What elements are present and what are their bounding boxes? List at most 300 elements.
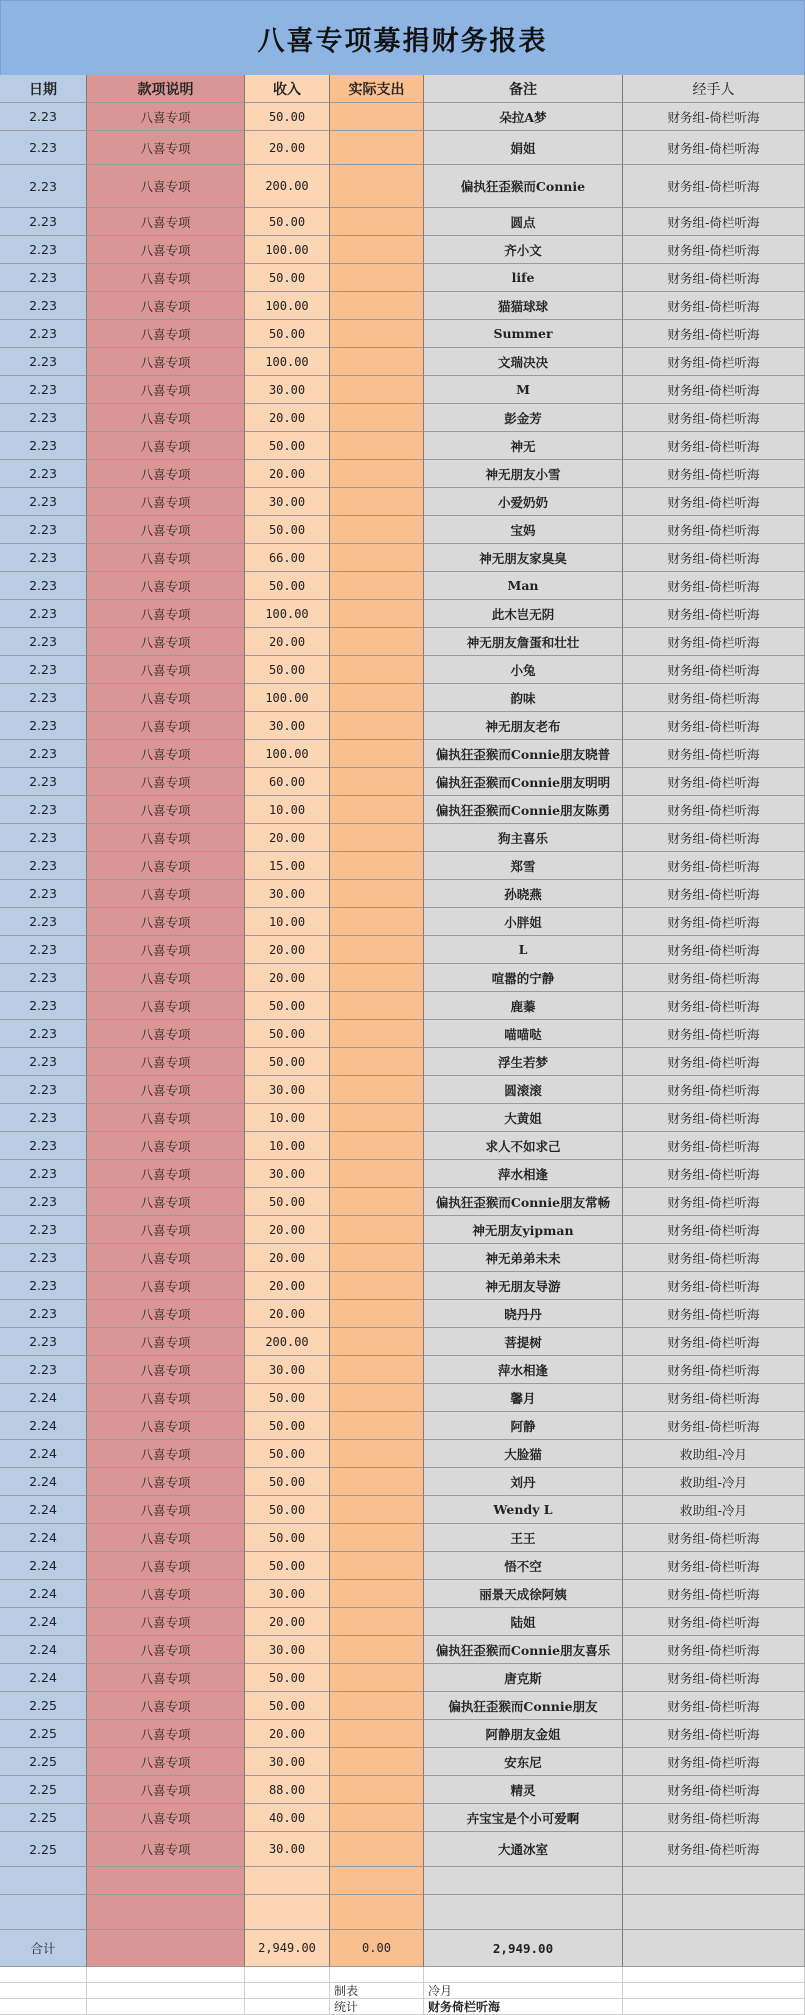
cell-description[interactable]: 八喜专项 [87, 1048, 245, 1076]
cell-description[interactable]: 八喜专项 [87, 264, 245, 292]
cell-remark[interactable]: 神无朋友小雪 [424, 460, 623, 488]
cell-handler[interactable]: 财务组-倚栏听海 [623, 964, 805, 992]
cell-remark[interactable]: M [424, 376, 623, 404]
cell-date[interactable]: 2.23 [0, 936, 87, 964]
cell-income[interactable]: 50.00 [245, 1048, 330, 1076]
cell-remark[interactable]: 彭金芳 [424, 404, 623, 432]
cell-expense[interactable] [330, 488, 424, 516]
cell-handler[interactable]: 财务组-倚栏听海 [623, 1104, 805, 1132]
cell-remark[interactable]: 卉宝宝是个小可爱啊 [424, 1804, 623, 1832]
cell-income[interactable]: 50.00 [245, 516, 330, 544]
cell-date[interactable]: 2.23 [0, 824, 87, 852]
footer-cell[interactable] [623, 1983, 805, 1999]
totals-income[interactable]: 2,949.00 [245, 1930, 330, 1967]
cell-date[interactable]: 2.23 [0, 712, 87, 740]
cell-date[interactable]: 2.23 [0, 1020, 87, 1048]
cell-handler[interactable]: 财务组-倚栏听海 [623, 103, 805, 131]
cell-income[interactable]: 30.00 [245, 1636, 330, 1664]
cell-remark[interactable]: life [424, 264, 623, 292]
cell-date[interactable]: 2.23 [0, 852, 87, 880]
cell-income[interactable]: 50.00 [245, 1524, 330, 1552]
header-expense[interactable]: 实际支出 [330, 75, 424, 103]
totals-description[interactable] [87, 1930, 245, 1967]
cell-description[interactable] [87, 1895, 245, 1930]
cell-remark[interactable]: 偏执狂歪猴而Connie朋友常畅 [424, 1188, 623, 1216]
cell-expense[interactable] [330, 1832, 424, 1867]
cell-date[interactable]: 2.25 [0, 1832, 87, 1867]
cell-income[interactable]: 20.00 [245, 1272, 330, 1300]
cell-remark[interactable]: 神无朋友yipman [424, 1216, 623, 1244]
cell-income[interactable]: 20.00 [245, 1244, 330, 1272]
cell-income[interactable]: 30.00 [245, 712, 330, 740]
cell-date[interactable]: 2.24 [0, 1636, 87, 1664]
cell-expense[interactable] [330, 1524, 424, 1552]
totals-expense[interactable]: 0.00 [330, 1930, 424, 1967]
cell-date[interactable]: 2.24 [0, 1468, 87, 1496]
cell-description[interactable]: 八喜专项 [87, 1132, 245, 1160]
footer-value[interactable] [424, 1967, 623, 1983]
cell-handler[interactable]: 财务组-倚栏听海 [623, 1328, 805, 1356]
cell-income[interactable]: 50.00 [245, 992, 330, 1020]
cell-date[interactable]: 2.23 [0, 131, 87, 165]
cell-expense[interactable] [330, 1440, 424, 1468]
cell-date[interactable]: 2.24 [0, 1580, 87, 1608]
cell-expense[interactable] [330, 600, 424, 628]
cell-handler[interactable]: 财务组-倚栏听海 [623, 348, 805, 376]
footer-label[interactable]: 统计 [330, 1999, 424, 2015]
cell-handler[interactable]: 财务组-倚栏听海 [623, 1216, 805, 1244]
cell-description[interactable]: 八喜专项 [87, 1244, 245, 1272]
cell-expense[interactable] [330, 628, 424, 656]
cell-description[interactable]: 八喜专项 [87, 1468, 245, 1496]
cell-income[interactable]: 20.00 [245, 628, 330, 656]
cell-expense[interactable] [330, 544, 424, 572]
cell-expense[interactable] [330, 1692, 424, 1720]
cell-handler[interactable]: 财务组-倚栏听海 [623, 1692, 805, 1720]
cell-expense[interactable] [330, 432, 424, 460]
cell-handler[interactable]: 财务组-倚栏听海 [623, 852, 805, 880]
cell-income[interactable]: 50.00 [245, 1440, 330, 1468]
cell-date[interactable]: 2.23 [0, 1244, 87, 1272]
cell-handler[interactable]: 财务组-倚栏听海 [623, 544, 805, 572]
cell-income[interactable]: 100.00 [245, 292, 330, 320]
cell-income[interactable] [245, 1895, 330, 1930]
cell-remark[interactable]: 唐克斯 [424, 1664, 623, 1692]
cell-remark[interactable]: 朵拉A梦 [424, 103, 623, 131]
cell-remark[interactable]: 宝妈 [424, 516, 623, 544]
cell-expense[interactable] [330, 852, 424, 880]
cell-expense[interactable] [330, 208, 424, 236]
footer-cell[interactable] [87, 1967, 245, 1983]
cell-expense[interactable] [330, 1580, 424, 1608]
cell-handler[interactable]: 财务组-倚栏听海 [623, 460, 805, 488]
cell-income[interactable]: 30.00 [245, 376, 330, 404]
cell-handler[interactable]: 财务组-倚栏听海 [623, 656, 805, 684]
cell-remark[interactable]: 喧嚣的宁静 [424, 964, 623, 992]
cell-income[interactable]: 30.00 [245, 1160, 330, 1188]
cell-expense[interactable] [330, 1076, 424, 1104]
cell-income[interactable]: 50.00 [245, 1692, 330, 1720]
cell-remark[interactable]: 萍水相逢 [424, 1356, 623, 1384]
cell-expense[interactable] [330, 992, 424, 1020]
cell-expense[interactable] [330, 572, 424, 600]
cell-remark[interactable]: 大脸猫 [424, 1440, 623, 1468]
cell-expense[interactable] [330, 1328, 424, 1356]
cell-description[interactable]: 八喜专项 [87, 1412, 245, 1440]
footer-cell[interactable] [0, 1967, 87, 1983]
cell-handler[interactable]: 财务组-倚栏听海 [623, 796, 805, 824]
cell-date[interactable]: 2.23 [0, 544, 87, 572]
cell-remark[interactable]: 小兔 [424, 656, 623, 684]
cell-remark[interactable]: 娟姐 [424, 131, 623, 165]
cell-handler[interactable]: 财务组-倚栏听海 [623, 1076, 805, 1104]
cell-income[interactable]: 50.00 [245, 1468, 330, 1496]
cell-date[interactable]: 2.23 [0, 656, 87, 684]
cell-description[interactable]: 八喜专项 [87, 936, 245, 964]
cell-income[interactable]: 30.00 [245, 1832, 330, 1867]
cell-handler[interactable]: 救助组-冷月 [623, 1440, 805, 1468]
cell-description[interactable]: 八喜专项 [87, 1664, 245, 1692]
cell-date[interactable]: 2.23 [0, 376, 87, 404]
cell-description[interactable]: 八喜专项 [87, 656, 245, 684]
cell-date[interactable]: 2.23 [0, 404, 87, 432]
cell-handler[interactable]: 财务组-倚栏听海 [623, 264, 805, 292]
footer-value[interactable]: 财务倚栏听海 [424, 1999, 623, 2015]
cell-handler[interactable]: 财务组-倚栏听海 [623, 1608, 805, 1636]
cell-handler[interactable]: 财务组-倚栏听海 [623, 292, 805, 320]
cell-date[interactable]: 2.23 [0, 600, 87, 628]
cell-date[interactable]: 2.23 [0, 320, 87, 348]
cell-date[interactable]: 2.23 [0, 1048, 87, 1076]
cell-handler[interactable]: 财务组-倚栏听海 [623, 1384, 805, 1412]
cell-handler[interactable]: 财务组-倚栏听海 [623, 488, 805, 516]
cell-date[interactable]: 2.23 [0, 1216, 87, 1244]
cell-remark[interactable]: Summer [424, 320, 623, 348]
cell-income[interactable]: 20.00 [245, 404, 330, 432]
cell-income[interactable]: 50.00 [245, 1020, 330, 1048]
cell-remark[interactable]: 韵味 [424, 684, 623, 712]
header-remark[interactable]: 备注 [424, 75, 623, 103]
cell-date[interactable]: 2.25 [0, 1692, 87, 1720]
cell-description[interactable]: 八喜专项 [87, 712, 245, 740]
cell-description[interactable]: 八喜专项 [87, 1804, 245, 1832]
cell-income[interactable]: 100.00 [245, 740, 330, 768]
cell-handler[interactable]: 财务组-倚栏听海 [623, 1580, 805, 1608]
cell-expense[interactable] [330, 1384, 424, 1412]
cell-description[interactable]: 八喜专项 [87, 544, 245, 572]
cell-remark[interactable]: 大黄姐 [424, 1104, 623, 1132]
cell-income[interactable]: 10.00 [245, 908, 330, 936]
cell-date[interactable]: 2.23 [0, 432, 87, 460]
cell-date[interactable]: 2.24 [0, 1524, 87, 1552]
cell-handler[interactable]: 财务组-倚栏听海 [623, 1664, 805, 1692]
cell-date[interactable]: 2.23 [0, 103, 87, 131]
header-date[interactable]: 日期 [0, 75, 87, 103]
cell-date[interactable]: 2.25 [0, 1748, 87, 1776]
cell-income[interactable]: 50.00 [245, 656, 330, 684]
cell-income[interactable]: 100.00 [245, 236, 330, 264]
cell-handler[interactable] [623, 1895, 805, 1930]
cell-income[interactable]: 20.00 [245, 1300, 330, 1328]
cell-date[interactable]: 2.23 [0, 908, 87, 936]
cell-description[interactable]: 八喜专项 [87, 320, 245, 348]
cell-description[interactable]: 八喜专项 [87, 432, 245, 460]
cell-handler[interactable]: 财务组-倚栏听海 [623, 992, 805, 1020]
cell-handler[interactable]: 财务组-倚栏听海 [623, 1300, 805, 1328]
header-handler[interactable]: 经手人 [623, 75, 805, 103]
cell-expense[interactable] [330, 236, 424, 264]
cell-expense[interactable] [330, 292, 424, 320]
cell-date[interactable]: 2.23 [0, 964, 87, 992]
cell-description[interactable]: 八喜专项 [87, 1440, 245, 1468]
cell-expense[interactable] [330, 404, 424, 432]
cell-income[interactable]: 200.00 [245, 165, 330, 208]
cell-remark[interactable]: 圆滚滚 [424, 1076, 623, 1104]
cell-description[interactable]: 八喜专项 [87, 768, 245, 796]
cell-description[interactable]: 八喜专项 [87, 1496, 245, 1524]
cell-date[interactable]: 2.25 [0, 1720, 87, 1748]
cell-handler[interactable]: 财务组-倚栏听海 [623, 1272, 805, 1300]
cell-remark[interactable]: 王王 [424, 1524, 623, 1552]
cell-remark[interactable]: 神无朋友詹蛋和壮壮 [424, 628, 623, 656]
cell-handler[interactable]: 财务组-倚栏听海 [623, 1552, 805, 1580]
cell-description[interactable]: 八喜专项 [87, 236, 245, 264]
cell-remark[interactable]: 郑雪 [424, 852, 623, 880]
cell-income[interactable]: 20.00 [245, 964, 330, 992]
cell-income[interactable]: 30.00 [245, 488, 330, 516]
cell-income[interactable]: 50.00 [245, 1412, 330, 1440]
cell-income[interactable]: 20.00 [245, 1720, 330, 1748]
footer-cell[interactable] [0, 1983, 87, 1999]
header-description[interactable]: 款项说明 [87, 75, 245, 103]
cell-description[interactable]: 八喜专项 [87, 165, 245, 208]
cell-handler[interactable]: 财务组-倚栏听海 [623, 1020, 805, 1048]
cell-description[interactable]: 八喜专项 [87, 292, 245, 320]
cell-date[interactable]: 2.23 [0, 1188, 87, 1216]
cell-date[interactable]: 2.24 [0, 1552, 87, 1580]
cell-expense[interactable] [330, 824, 424, 852]
cell-income[interactable]: 20.00 [245, 936, 330, 964]
cell-expense[interactable] [330, 131, 424, 165]
cell-date[interactable]: 2.23 [0, 488, 87, 516]
cell-handler[interactable]: 财务组-倚栏听海 [623, 768, 805, 796]
cell-income[interactable]: 50.00 [245, 103, 330, 131]
cell-handler[interactable]: 财务组-倚栏听海 [623, 1720, 805, 1748]
cell-date[interactable]: 2.23 [0, 1132, 87, 1160]
cell-handler[interactable]: 财务组-倚栏听海 [623, 516, 805, 544]
cell-remark[interactable]: 孙晓燕 [424, 880, 623, 908]
cell-handler[interactable]: 财务组-倚栏听海 [623, 824, 805, 852]
cell-handler[interactable]: 财务组-倚栏听海 [623, 880, 805, 908]
cell-income[interactable]: 30.00 [245, 1748, 330, 1776]
cell-remark[interactable]: 齐小文 [424, 236, 623, 264]
footer-cell[interactable] [245, 1967, 330, 1983]
cell-remark[interactable] [424, 1895, 623, 1930]
cell-expense[interactable] [330, 1867, 424, 1895]
cell-remark[interactable]: 阿静朋友金姐 [424, 1720, 623, 1748]
cell-description[interactable]: 八喜专项 [87, 1300, 245, 1328]
cell-date[interactable] [0, 1867, 87, 1895]
cell-income[interactable]: 50.00 [245, 1384, 330, 1412]
cell-date[interactable]: 2.23 [0, 1272, 87, 1300]
cell-income[interactable]: 40.00 [245, 1804, 330, 1832]
cell-handler[interactable]: 财务组-倚栏听海 [623, 600, 805, 628]
cell-expense[interactable] [330, 1552, 424, 1580]
cell-expense[interactable] [330, 1468, 424, 1496]
cell-description[interactable]: 八喜专项 [87, 600, 245, 628]
cell-income[interactable]: 50.00 [245, 208, 330, 236]
cell-expense[interactable] [330, 768, 424, 796]
cell-remark[interactable]: 圆点 [424, 208, 623, 236]
cell-description[interactable]: 八喜专项 [87, 1272, 245, 1300]
cell-income[interactable]: 100.00 [245, 348, 330, 376]
cell-expense[interactable] [330, 1244, 424, 1272]
cell-date[interactable]: 2.24 [0, 1608, 87, 1636]
cell-remark[interactable] [424, 1867, 623, 1895]
cell-income[interactable]: 10.00 [245, 796, 330, 824]
cell-remark[interactable]: 萍水相逢 [424, 1160, 623, 1188]
cell-remark[interactable]: Wendy L [424, 1496, 623, 1524]
cell-income[interactable]: 20.00 [245, 1216, 330, 1244]
cell-expense[interactable] [330, 165, 424, 208]
cell-expense[interactable] [330, 1272, 424, 1300]
cell-date[interactable]: 2.23 [0, 236, 87, 264]
cell-description[interactable]: 八喜专项 [87, 964, 245, 992]
cell-description[interactable]: 八喜专项 [87, 824, 245, 852]
cell-date[interactable]: 2.23 [0, 1300, 87, 1328]
cell-date[interactable]: 2.23 [0, 1076, 87, 1104]
totals-handler[interactable] [623, 1930, 805, 1967]
cell-income[interactable]: 50.00 [245, 572, 330, 600]
cell-expense[interactable] [330, 1748, 424, 1776]
cell-remark[interactable]: 神无朋友家臭臭 [424, 544, 623, 572]
cell-date[interactable] [0, 1895, 87, 1930]
footer-cell[interactable] [87, 1999, 245, 2015]
cell-handler[interactable]: 财务组-倚栏听海 [623, 1748, 805, 1776]
cell-expense[interactable] [330, 880, 424, 908]
cell-remark[interactable]: 神无弟弟未未 [424, 1244, 623, 1272]
cell-date[interactable]: 2.23 [0, 796, 87, 824]
cell-handler[interactable]: 财务组-倚栏听海 [623, 1048, 805, 1076]
cell-date[interactable]: 2.23 [0, 208, 87, 236]
cell-handler[interactable]: 财务组-倚栏听海 [623, 1160, 805, 1188]
cell-income[interactable]: 200.00 [245, 1328, 330, 1356]
cell-income[interactable]: 30.00 [245, 1356, 330, 1384]
cell-description[interactable]: 八喜专项 [87, 460, 245, 488]
cell-income[interactable]: 20.00 [245, 824, 330, 852]
cell-description[interactable]: 八喜专项 [87, 1384, 245, 1412]
cell-expense[interactable] [330, 964, 424, 992]
cell-date[interactable]: 2.23 [0, 880, 87, 908]
cell-date[interactable]: 2.23 [0, 1356, 87, 1384]
cell-expense[interactable] [330, 740, 424, 768]
cell-date[interactable]: 2.24 [0, 1440, 87, 1468]
cell-description[interactable]: 八喜专项 [87, 1356, 245, 1384]
cell-description[interactable]: 八喜专项 [87, 992, 245, 1020]
cell-handler[interactable]: 财务组-倚栏听海 [623, 1132, 805, 1160]
cell-expense[interactable] [330, 460, 424, 488]
footer-cell[interactable] [623, 1967, 805, 1983]
cell-remark[interactable]: 神无朋友老布 [424, 712, 623, 740]
cell-expense[interactable] [330, 1608, 424, 1636]
cell-income[interactable]: 66.00 [245, 544, 330, 572]
cell-income[interactable]: 60.00 [245, 768, 330, 796]
cell-expense[interactable] [330, 1636, 424, 1664]
cell-handler[interactable]: 财务组-倚栏听海 [623, 628, 805, 656]
cell-expense[interactable] [330, 348, 424, 376]
cell-date[interactable]: 2.24 [0, 1664, 87, 1692]
cell-expense[interactable] [330, 376, 424, 404]
cell-expense[interactable] [330, 1804, 424, 1832]
cell-date[interactable]: 2.23 [0, 684, 87, 712]
totals-label[interactable]: 合计 [0, 1930, 87, 1967]
cell-description[interactable]: 八喜专项 [87, 1832, 245, 1867]
cell-expense[interactable] [330, 1496, 424, 1524]
footer-cell[interactable] [623, 1999, 805, 2015]
footer-label[interactable]: 制表 [330, 1983, 424, 1999]
cell-income[interactable]: 88.00 [245, 1776, 330, 1804]
cell-remark[interactable]: 偏执狂歪猴而Connie朋友晓普 [424, 740, 623, 768]
cell-date[interactable]: 2.23 [0, 264, 87, 292]
cell-remark[interactable]: 大通冰室 [424, 1832, 623, 1867]
footer-cell[interactable] [87, 1983, 245, 1999]
cell-remark[interactable]: L [424, 936, 623, 964]
cell-remark[interactable]: 神无 [424, 432, 623, 460]
cell-description[interactable]: 八喜专项 [87, 1076, 245, 1104]
cell-remark[interactable]: 阿静 [424, 1412, 623, 1440]
cell-handler[interactable]: 财务组-倚栏听海 [623, 432, 805, 460]
cell-remark[interactable]: 馨月 [424, 1384, 623, 1412]
cell-expense[interactable] [330, 1048, 424, 1076]
cell-remark[interactable]: 安东尼 [424, 1748, 623, 1776]
cell-income[interactable]: 50.00 [245, 1664, 330, 1692]
cell-remark[interactable]: 偏执狂歪猴而Connie [424, 165, 623, 208]
cell-handler[interactable]: 财务组-倚栏听海 [623, 320, 805, 348]
cell-income[interactable]: 15.00 [245, 852, 330, 880]
cell-description[interactable]: 八喜专项 [87, 880, 245, 908]
cell-income[interactable]: 30.00 [245, 1580, 330, 1608]
cell-handler[interactable] [623, 1867, 805, 1895]
cell-description[interactable]: 八喜专项 [87, 1188, 245, 1216]
cell-remark[interactable]: 鹿蓁 [424, 992, 623, 1020]
cell-expense[interactable] [330, 712, 424, 740]
cell-date[interactable]: 2.23 [0, 572, 87, 600]
cell-expense[interactable] [330, 936, 424, 964]
cell-date[interactable]: 2.23 [0, 516, 87, 544]
cell-expense[interactable] [330, 908, 424, 936]
cell-description[interactable]: 八喜专项 [87, 1776, 245, 1804]
cell-description[interactable]: 八喜专项 [87, 1328, 245, 1356]
cell-description[interactable]: 八喜专项 [87, 908, 245, 936]
cell-remark[interactable]: 偏执狂歪猴而Connie朋友陈勇 [424, 796, 623, 824]
cell-expense[interactable] [330, 1720, 424, 1748]
cell-description[interactable]: 八喜专项 [87, 488, 245, 516]
footer-value[interactable]: 冷月 [424, 1983, 623, 1999]
cell-description[interactable]: 八喜专项 [87, 852, 245, 880]
cell-description[interactable]: 八喜专项 [87, 796, 245, 824]
cell-remark[interactable]: 小胖姐 [424, 908, 623, 936]
cell-expense[interactable] [330, 656, 424, 684]
cell-date[interactable]: 2.23 [0, 992, 87, 1020]
cell-handler[interactable]: 财务组-倚栏听海 [623, 208, 805, 236]
cell-remark[interactable]: Man [424, 572, 623, 600]
cell-date[interactable]: 2.23 [0, 1104, 87, 1132]
cell-date[interactable]: 2.23 [0, 740, 87, 768]
cell-income[interactable]: 50.00 [245, 1552, 330, 1580]
cell-income[interactable]: 50.00 [245, 264, 330, 292]
cell-handler[interactable]: 财务组-倚栏听海 [623, 376, 805, 404]
cell-description[interactable]: 八喜专项 [87, 1636, 245, 1664]
